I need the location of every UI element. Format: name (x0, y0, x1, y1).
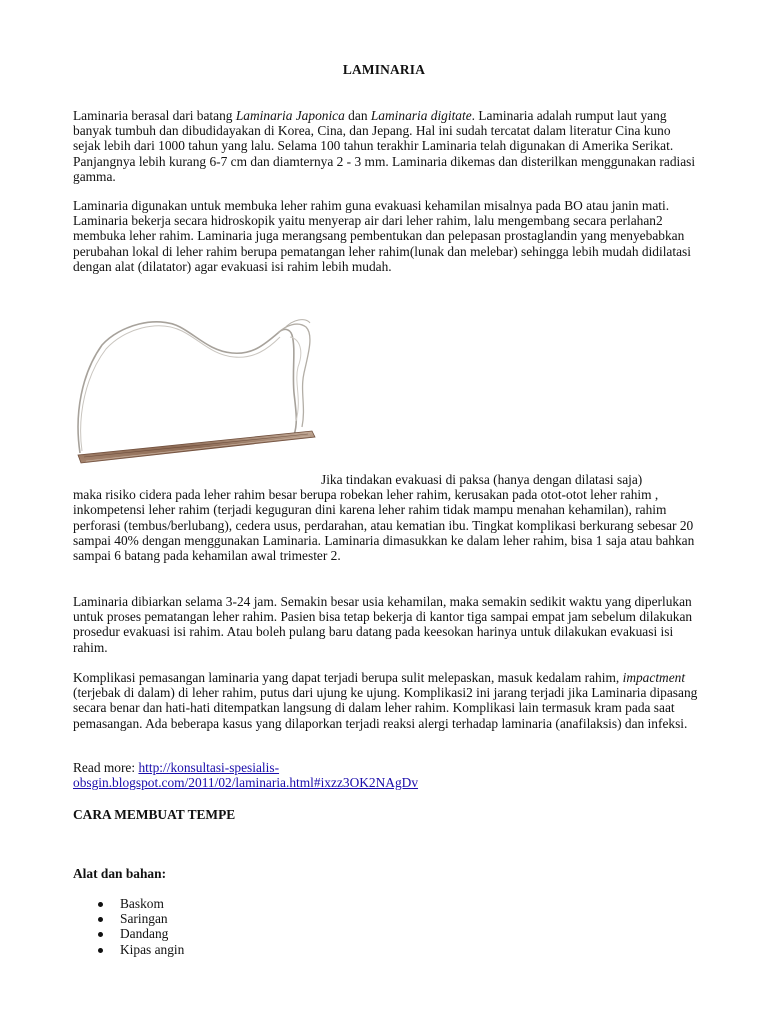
paragraph-text: Komplikasi pemasangan laminaria yang dapat terjadi berupa sulit melepaskan, masuk kedalam rahim, (73, 670, 623, 685)
paragraph-text: (terjebak di dalam) di leher rahim, putus dari ujung ke ujung. Komplikasi2 ini jarang terjadi jika Laminaria dipasang secara benar dan hati-hati ditempatkan langsung di dalam leher rahim. Komplikasi lain termasuk kram pada saat pemasangan. Ada beberapa kasus yang dilaporkan terjadi reaksi alergi terhadap laminaria (anafilaksis) dan infeksi. (73, 685, 698, 731)
list-item: Saringan (73, 911, 184, 926)
emphasis-term: impactment (622, 670, 686, 685)
paragraph-lead: Jika tindakan evakuasi di paksa (hanya dengan dilatasi saja) (321, 472, 643, 487)
paragraph-risks (73, 472, 698, 563)
species-name: Laminaria Japonica (235, 108, 345, 123)
read-more-label: Read more: (73, 760, 139, 775)
paragraph-text: Laminaria berasal dari batang (73, 108, 236, 123)
list-item: Kipas angin (73, 942, 184, 957)
list-item: Baskom (73, 896, 184, 911)
section-heading-tempe: CARA MEMBUAT TEMPE (73, 807, 236, 822)
paragraph-duration: Laminaria dibiarkan selama 3-24 jam. Semakin besar usia kehamilan, maka semakin sedikit waktu yang diperlukan untuk proses pematangan leher rahim. Pasien bisa tetap bekerja di kantor tiga sampai empat jam sebelum dilakukan prosedur evakuasi isi rahim. Atau boleh pulang baru datang pada keesokan harinya untuk dilakukan evakuasi isi rahim. (73, 594, 693, 655)
paragraph-usage: Laminaria digunakan untuk membuka leher rahim guna evakuasi kehamilan misalnya pada BO atau janin mati. Laminaria bekerja secara hidroskopik yaitu menyerap air dari leher rahim, lalu mengembang secara perlahan2 membuka leher rahim. Laminaria juga merangsang pembentukan dan pelepasan prostaglandin yang menyebabkan perubahan lokal di leher rahim berupa pematangan leher rahim(lunak dan melebar) sehingga lebih mudah didilatasi dengan alat (dilatator) agar evakuasi isi rahim lebih mudah. (73, 198, 691, 274)
tools-list (73, 896, 184, 957)
document-title: LAMINARIA (342, 62, 426, 77)
laminaria-drawing (72, 303, 324, 475)
paragraph-text: maka risiko cidera pada leher rahim besar berupa robekan leher rahim, kerusakan pada otot-otot leher rahim , inkompetensi leher rahim (terjadi keguguran dini karena leher rahim tidak mampu menahan kehamilan), rahim perforasi (tembus/berlubang), cedera usus, perdarahan, atau kematian ibu. Tingkat komplikasi berkurang sebesar 20 sampai 40% dengan menggunakan Laminaria. Laminaria dimasukkan ke dalam leher rahim, bisa 1 saja atau bahkan sampai 6 batang pada kehamilan awal trimester 2. (73, 487, 695, 564)
laminaria-stick-image (72, 303, 324, 475)
paragraph-origin (73, 108, 698, 184)
tools-heading: Alat dan bahan: (73, 866, 167, 881)
source-link-line: http://konsultasi-spesialis- (138, 760, 280, 775)
paragraph-complications (73, 670, 698, 731)
source-link-line: obsgin.blogspot.com/2011/02/laminaria.html#ixzz3OK2NAgDv (73, 775, 419, 791)
paragraph-text: . Laminaria adalah rumput laut yang banyak tumbuh dan dibudidayakan di Korea, Cina, dan Jepang. Hal ini sudah tercatat dalam literatur Cina kuno sejak lebih dari 1000 tahun yang lalu. Selama 100 tahun terakhir Laminaria telah digunakan di Amerika Serikat. Panjangnya lebih kurang 6-7 cm dan diamternya 2 - 3 mm. Laminaria dikemas dan disterilkan menggunakan radiasi gamma. (73, 108, 696, 184)
paragraph-text: dan (344, 108, 371, 123)
species-name: Laminaria digitate (370, 108, 472, 123)
read-more (73, 760, 698, 790)
list-item: Dandang (73, 926, 184, 941)
